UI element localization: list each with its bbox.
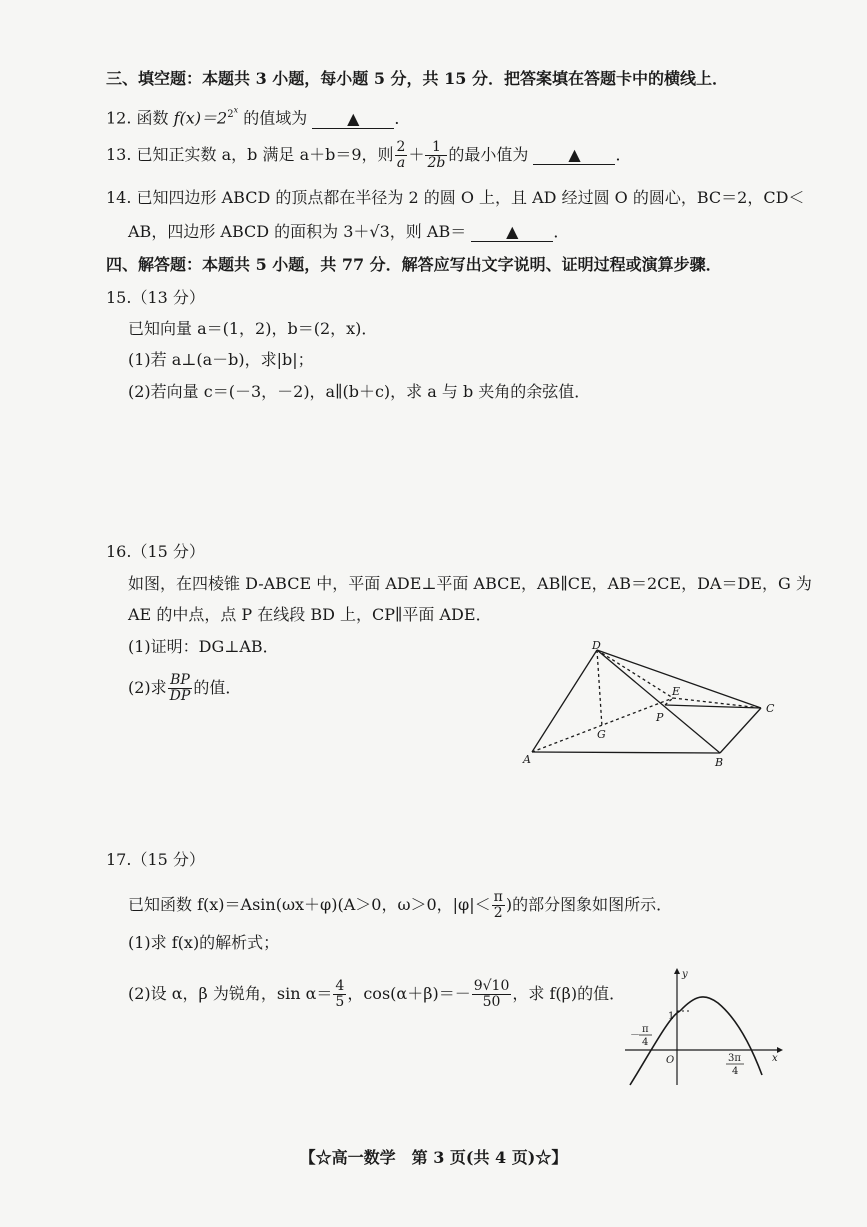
- q14-end: ．: [553, 222, 570, 241]
- question-14-line1: 14. 已知四边形 ABCD 的顶点都在半径为 2 的圆 O 上，且 AD 经过圆 O 的圆心，BC＝2，CD＜: [106, 188, 805, 207]
- q14-line2-prefix: AB，四边形 ABCD 的面积为 3＋√3，则 AB＝: [128, 222, 467, 241]
- label-y: y: [682, 969, 688, 980]
- q17-pi-fraction: [492, 890, 505, 921]
- q12-suffix: 的值域为: [238, 108, 308, 128]
- label-P: P: [656, 711, 664, 724]
- section4-heading: 四、解答题：本题共 5 小题，共 77 分．解答应写出文字说明、证明过程或演算步骤．: [106, 255, 722, 274]
- q13-fraction-2: [425, 140, 447, 171]
- q16-line4: [128, 673, 241, 704]
- sine-curve: [630, 997, 762, 1085]
- q12-end: ．: [394, 108, 411, 128]
- x-axis-arrow-icon: [777, 1047, 783, 1053]
- section3-heading: 三、填空题：本题共 3 小题，每小题 5 分，共 15 分．把答案填在答题卡中的横线上．: [106, 69, 728, 88]
- q13-suffix: 的最小值为: [448, 145, 529, 164]
- label-D: D: [592, 639, 601, 652]
- label-B: B: [715, 756, 724, 769]
- question-13: [106, 140, 631, 171]
- q17-line1: [128, 890, 672, 921]
- edge-AB: [532, 752, 720, 753]
- q15-line2: (1)若 a⊥(a－b)，求|b|；: [128, 350, 314, 369]
- q13-prefix: 13. 已知正实数 a，b 满足 a＋b＝9，则: [106, 145, 394, 164]
- q16-line4-prefix: (2)求: [128, 678, 167, 697]
- q17-cos-fraction: [472, 979, 512, 1010]
- label-x: x: [772, 1053, 778, 1064]
- q14-answer-blank[interactable]: [471, 223, 553, 242]
- label-neg-pi-num: π: [642, 1024, 649, 1035]
- triangle-icon: ▲: [568, 145, 581, 164]
- q17-cos-num: 9√10: [473, 978, 510, 994]
- label-origin: O: [666, 1055, 675, 1066]
- label-G: G: [597, 728, 606, 741]
- label-neg-pi-den: 4: [642, 1037, 649, 1048]
- q13-f1-num: 2: [396, 139, 406, 155]
- q16-fraction: [168, 673, 193, 704]
- q17-line2: (1)求 f(x)的解析式；: [128, 933, 280, 952]
- sine-graph-figure: [620, 965, 785, 1090]
- question-14-line2: [128, 221, 569, 243]
- edge-DA: [532, 650, 597, 752]
- q16-line3: (1)证明：DG⊥AB．: [128, 637, 279, 656]
- q13-answer-blank[interactable]: [533, 146, 615, 165]
- q13-f2-num: 1: [425, 140, 447, 156]
- label-E: E: [672, 685, 681, 698]
- q17-title: 17.（15 分）: [106, 850, 205, 869]
- q17-line1-prefix: 已知函数 f(x)＝Asin(ωx＋φ)(A＞0，ω＞0，|φ|＜: [128, 895, 491, 914]
- q16-line4-suffix: 的值．: [193, 678, 242, 697]
- label-A: A: [523, 753, 531, 766]
- q15-line3: (2)若向量 c＝(－3，－2)，a∥(b＋c)，求 a 与 b 夹角的余弦值．: [128, 382, 591, 401]
- label-3pi-num: 3π: [728, 1053, 741, 1064]
- q16-frac-den: DP: [169, 688, 191, 704]
- question-12: [106, 100, 410, 130]
- q15-title: 15.（13 分）: [106, 288, 205, 307]
- q17-line3-prefix: (2)设 α，β 为锐角，sin α＝: [128, 984, 333, 1003]
- q13-f2-den: 2b: [427, 155, 446, 171]
- q12-sup1: 2: [227, 109, 234, 121]
- q12-answer-blank[interactable]: [312, 110, 394, 129]
- pyramid-figure: [515, 638, 785, 773]
- q17-pi-den: 2: [493, 905, 503, 921]
- edge-DE: [597, 650, 673, 698]
- y-axis-arrow-icon: [674, 968, 680, 974]
- q17-line3-mid: ，cos(α＋β)＝－: [347, 984, 471, 1003]
- triangle-icon: ▲: [506, 222, 519, 241]
- q13-plus: ＋: [408, 145, 425, 164]
- label-one: 1: [668, 1011, 675, 1022]
- q12-func: f(x)＝2: [173, 108, 228, 128]
- q17-line3-suffix: ，求 f(β)的值．: [512, 984, 626, 1003]
- q17-pi-num: π: [493, 889, 503, 905]
- q13-f1-den: a: [396, 155, 406, 171]
- page-footer: 【☆高一数学 第 3 页(共 4 页)☆】: [299, 1148, 568, 1167]
- q17-line1-suffix: )的部分图象如图所示．: [505, 895, 673, 914]
- edge-BC: [720, 708, 761, 753]
- edge-AE: [532, 698, 673, 752]
- q12-prefix: 12. 函数: [106, 108, 174, 128]
- label-C: C: [766, 702, 775, 715]
- q17-sin-den: 5: [335, 994, 345, 1010]
- edge-DB: [597, 650, 720, 753]
- q13-end: ．: [615, 145, 632, 164]
- edge-DG: [597, 650, 602, 727]
- label-3pi-den: 4: [732, 1066, 739, 1077]
- q16-frac-num: BP: [168, 673, 193, 689]
- q12-sup2: x: [233, 106, 239, 115]
- q13-fraction-1: [395, 140, 408, 171]
- q17-cos-den: 50: [482, 994, 501, 1010]
- q15-line1: 已知向量 a＝(1，2)，b＝(2，x)．: [128, 319, 378, 338]
- q16-line2: AE 的中点，点 P 在线段 BD 上，CP∥平面 ADE．: [128, 605, 492, 624]
- q16-title: 16.（15 分）: [106, 542, 205, 561]
- q17-line3: [128, 979, 625, 1010]
- label-neg-sign: －: [630, 1030, 640, 1041]
- q17-sin-num: 4: [335, 978, 345, 994]
- triangle-icon: ▲: [347, 108, 360, 128]
- q16-line1: 如图，在四棱锥 D-ABCE 中，平面 ADE⊥平面 ABCE，AB∥CE，AB＝2CE，DA＝DE，G 为: [128, 574, 812, 593]
- q17-sin-fraction: [333, 979, 346, 1010]
